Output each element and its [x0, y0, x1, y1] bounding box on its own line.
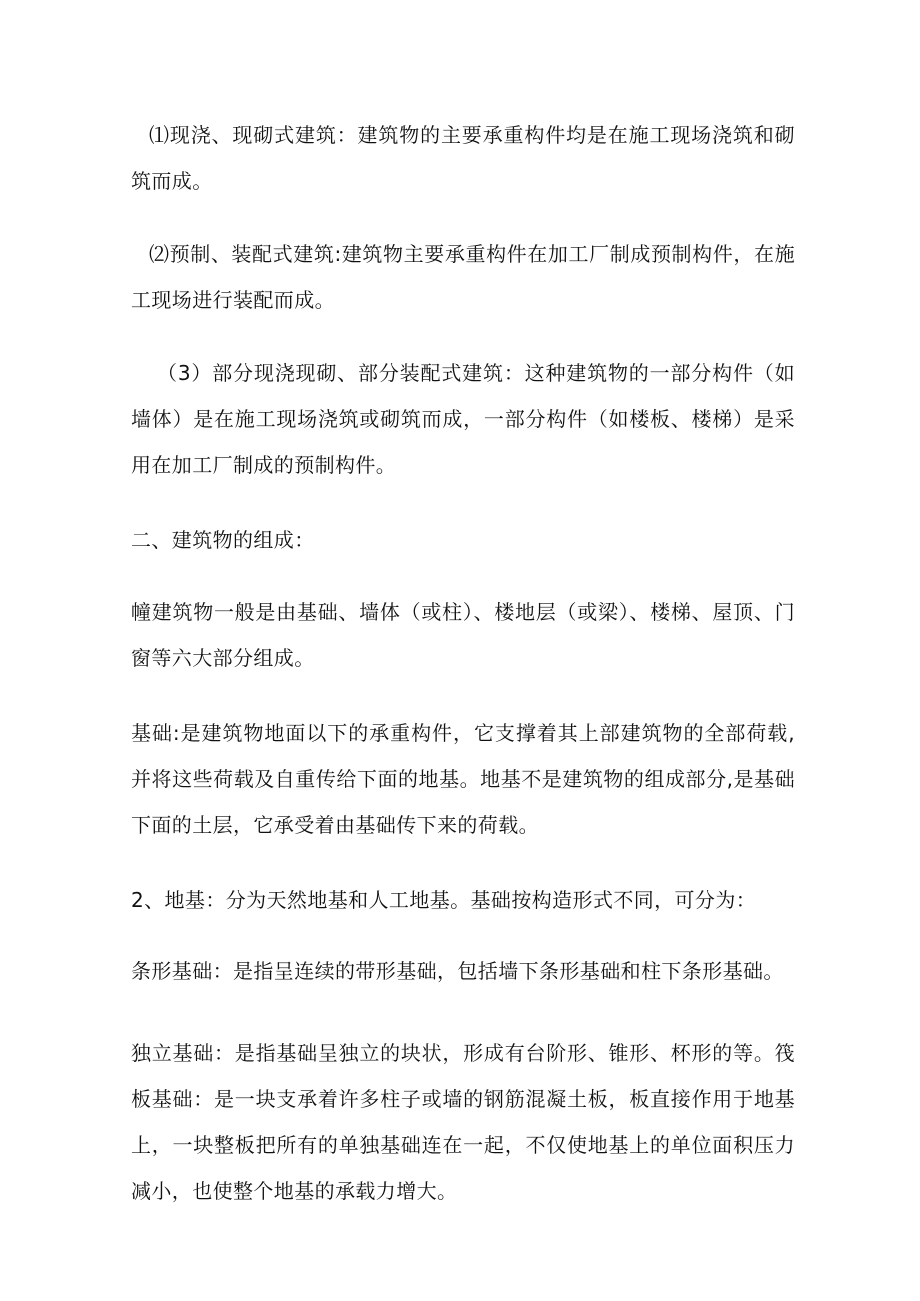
paragraph-isolated-foundation: 独立基础：是指基础呈独立的块状，形成有台阶形、锥形、杯形的等。筏板基础：是一块支承着许多柱子或墙的钢筋混凝土板，板直接作用于地基上，一块整板把所有的单独基础连在一起，不仅使地基上的单位面积压力减小，也使整个地基的承载力增大。: [131, 1041, 795, 1203]
paragraph-prefabricated: ⑵预制、装配式建筑:建筑物主要承重构件在加工厂制成预制构件，在施工现场进行装配而成。: [131, 242, 795, 312]
paragraph-partial-cast: （3）部分现浇现砌、部分装配式建筑：这种建筑物的一部分构件（如墙体）是在施工现场浇筑或砌筑而成，一部分构件（如楼板、楼梯）是采用在加工厂制成的预制构件。: [131, 361, 795, 477]
paragraph-cast-in-place: ⑴现浇、现砌式建筑：建筑物的主要承重构件均是在施工现场浇筑和砌筑而成。: [131, 123, 795, 193]
section-heading-composition: 二、建筑物的组成：: [131, 528, 315, 552]
paragraph-foundation: 基础:是建筑物地面以下的承重构件，它支撑着其上部建筑物的全部荷载,并将这些荷载及自重传给下面的地基。地基不是建筑物的组成部分,是基础下面的土层，它承受着由基础传下来的荷载。: [131, 721, 795, 837]
paragraph-ground: 2、地基：分为天然地基和人工地基。基础按构造形式不同，可分为：: [131, 888, 757, 912]
paragraph-strip-foundation: 条形基础：是指呈连续的带形基础，包括墙下条形基础和柱下条形基础。: [131, 959, 784, 983]
paragraph-six-parts: 幢建筑物一般是由基础、墙体（或柱）、楼地层（或梁）、楼梯、屋顶、门窗等六大部分组成。: [131, 600, 795, 670]
